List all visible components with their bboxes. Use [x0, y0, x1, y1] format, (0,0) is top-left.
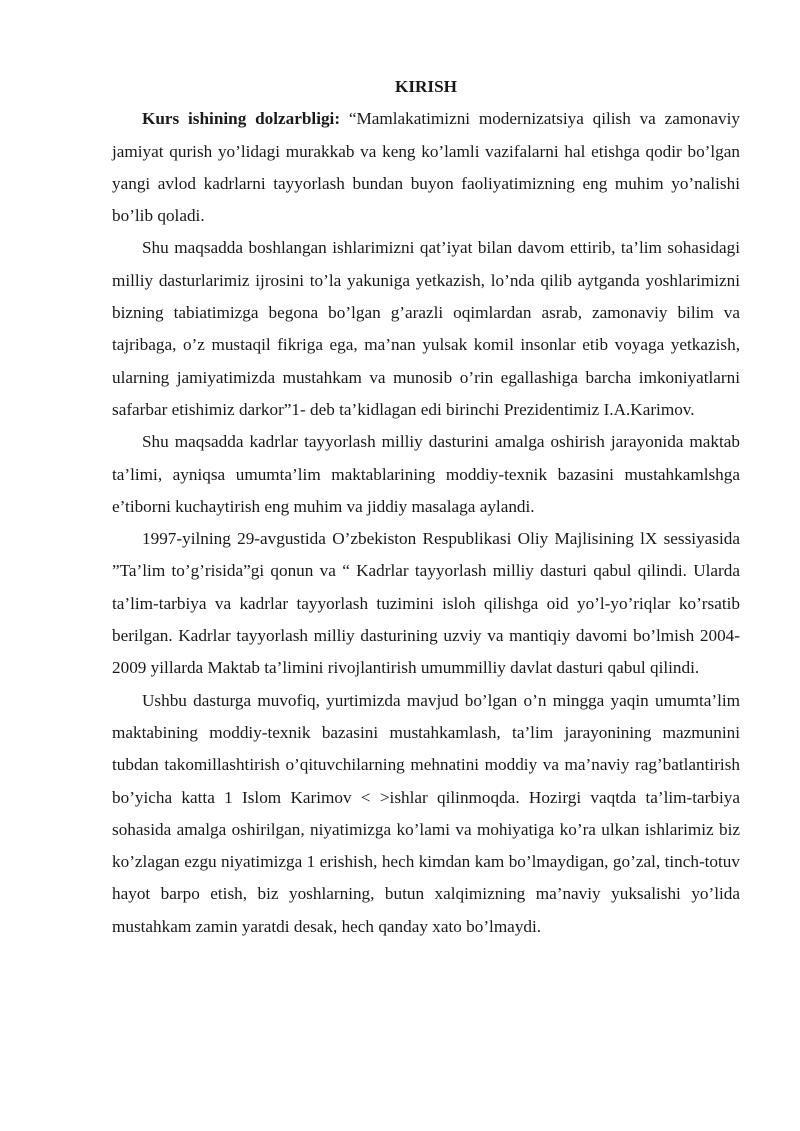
paragraph-1 — [112, 103, 740, 232]
paragraph-3: Shu maqsadda kadrlar tayyorlash milliy dasturini amalga oshirish jarayonida maktab ta’limi, ayniqsa umumta’lim maktablarining moddiy-texnik bazasini mustahkamlshga e’tiborni kuchaytirish eng muhim va jiddiy masalaga aylandi. — [112, 432, 740, 516]
paragraph-5: Ushbu dasturga muvofiq, yurtimizda mavjud bo’lgan o’n mingga yaqin umumta’lim maktabining moddiy-texnik bazasini mustahkamlash, ta’lim jarayonining mazmunini tubdan takomillashtirish o’qituvchilarning mehnatini moddiy va ma’naviy rag’batlantirish bo’yicha katta 1 Islom Karimov < >ishlar qilinmoqda. Hozirgi vaqtda ta’lim-tarbiya sohasida amalga oshirilgan, niyatimizga ko’lami va mohiyatiga ko’ra ulkan ishlarimiz biz ko’zlagan ezgu niyatimizga 1 erishish, hech kimdan kam bo’lmaydigan, go’zal, tinch-totuv hayot barpo etish, biz yoshlarning, butun xalqimizning ma’naviy yuksalishi yo’lida mustahkam zamin yaratdi desak, hech qanday xato bo’lmaydi. — [112, 690, 740, 936]
paragraph-2: Shu maqsadda boshlangan ishlarimizni qat’iyat bilan davom ettirib, ta’lim sohasidagi milliy dasturlarimiz ijrosini to’la yakuniga yetkazish, lo’nda qilib aytganda yoshlarimizni bizning tabiatimizga begona bo’lgan g’arazli oqimlardan asrab, zamonaviy bilim va tajribaga, o’z mustaqil fikriga ega, ma’nan yulsak komil insonlar etib voyaga yetkazish, ularning jamiyatimizda mustahkam va munosib o’rin egallashiga barcha imkoniyatlarni safarbar etishimiz darkor”1- deb ta’kidlagan edi birinchi Prezidentimiz I.A.Karimov. — [112, 238, 740, 419]
paragraph-lead: Kurs ishining dolzarbligi: — [142, 109, 341, 129]
paragraph-4: 1997-yilning 29-avgustida O’zbekiston Respublikasi Oliy Majlisining lX sessiyasida ”Ta’lim to’g’risida”gi qonun va “ Kadrlar tayyorlash milliy dasturi qabul qilindi. Ularda ta’lim-tarbiya va kadrlar tayyorlash tuzimini isloh qilishga oid yo’l-yo’riqlar ko’rsatib berilgan. Kadrlar tayyorlash milliy dasturining uzviy va mantiqiy davomi bo’lmish 2004-2009 yillarda Maktab ta’limini rivojlantirish umummilliy davlat dasturi qabul qilindi. — [112, 529, 740, 678]
document-body — [112, 71, 740, 943]
paragraph-text: “Mamlakatimizni modernizatsiya qilish va zamonaviy jamiyat qurish yo’lidagi murakkab va keng ko’lamli vazifalarni hal etishga qodir bo’lgan yangi avlod kadrlarni tayyorlash bundan buyon faoliyatimizning eng muhim yo’nalishi bo’lib qoladi. — [112, 109, 740, 226]
page-title: KIRISH — [394, 77, 458, 96]
